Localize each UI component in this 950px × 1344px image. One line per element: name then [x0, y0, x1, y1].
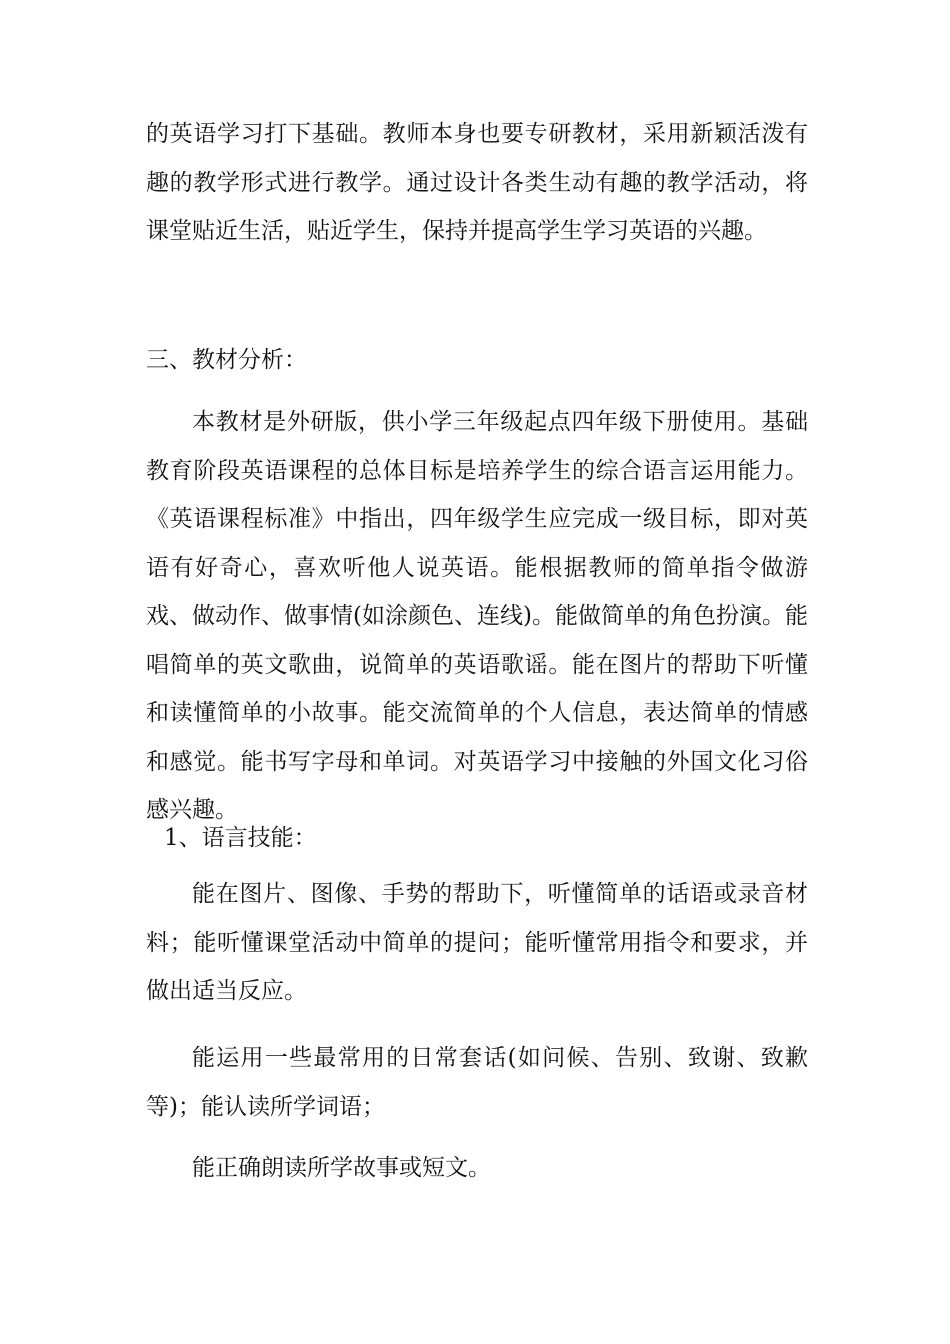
section-3-heading: 三、教材分析：: [146, 347, 307, 373]
section-3-body-paragraph: 本教材是外研版，供小学三年级起点四年级下册使用。基础教育阶段英语课程的总体目标是培养学生的综合语言运用能力。《英语课程标准》中指出，四年级学生应完成一级目标，即对英语有好奇心，喜欢听他人说英语。能根据教师的简单指令做游戏、做动作、做事情(如涂颜色、连线)。能做简单的角色扮演。能唱简单的英文歌曲，说简单的英语歌谣。能在图片的帮助下听懂和读懂简单的小故事。能交流简单的个人信息，表达简单的情感和感觉。能书写字母和单词。对英语学习中接触的外国文化习俗感兴趣。: [146, 409, 808, 823]
subsection-1-heading: 1、语言技能：: [164, 825, 317, 851]
reading-skill-paragraph: 能正确朗读所学故事或短文。: [192, 1155, 491, 1181]
intro-continuation-paragraph: 的英语学习打下基础。教师本身也要专研教材，采用新颖活泼有趣的教学形式进行教学。通过设计各类生动有趣的教学活动，将课堂贴近生活，贴近学生，保持并提高学生学习英语的兴趣。: [146, 121, 808, 244]
speaking-skill-paragraph: 能运用一些最常用的日常套话(如问候、告别、致谢、致歉等)；能认读所学词语；: [146, 1045, 808, 1120]
listening-skill-paragraph: 能在图片、图像、手势的帮助下，听懂简单的话语或录音材料；能听懂课堂活动中简单的提问；能听懂常用指令和要求，并做出适当反应。: [146, 881, 808, 1004]
